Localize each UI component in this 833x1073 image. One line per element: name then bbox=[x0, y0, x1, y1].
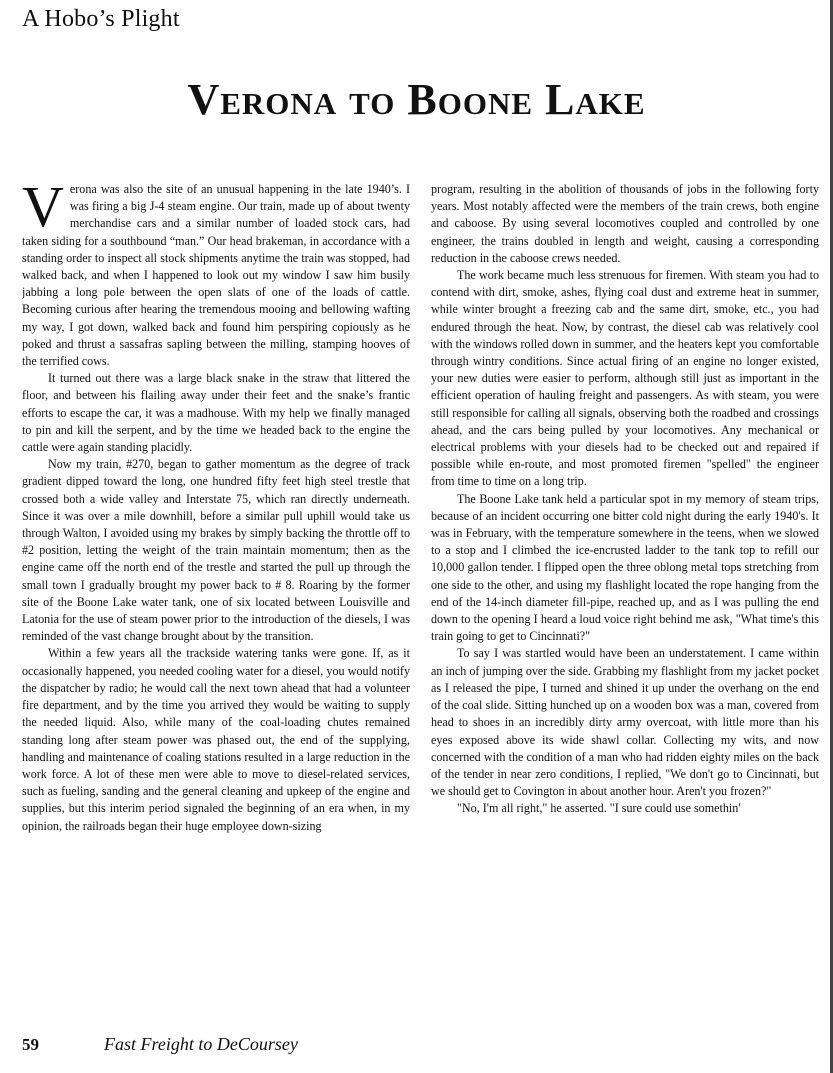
paragraph-text: erona was also the site of an unusual happening in the late 1940’s. I was firing a big J-4 steam engine. Our train, made up of about twenty merchandise cars and a similar number of loaded stock cars, had taken siding for a southbound “man.” Our head brakeman, in accordance with a standing order to inspect all stock shipments anytime the train was stopped, had walked back, and when I happened to look out my window I saw him busily jabbing a long pole between the open slats of one of the loads of cattle. Becoming curious after hearing the tremendous mooing and bellowing wafting my way, I got down, walked back and found him perspiring copiously as he poked and thrust a sassafras sapling between the milling, stamping hooves of the terrified cows. bbox=[22, 182, 410, 369]
running-head: A Hobo’s Plight bbox=[22, 6, 180, 32]
drop-cap: V bbox=[22, 181, 64, 239]
paragraph: Now my train, #270, began to gather momentum as the degree of track gradient dipped toward the long, one hundred fifty feet high steel trestle that crossed both a wide valley and Interstate 75, which ran directly underneath. Since it was over a mile downhill, before a similar pull uphill would take us through Walton, I avoided using my brakes by simply backing the throttle off to #2 position, letting the weight of the train maintain momentum; then as the engine came off the north end of the trestle and started the pull up through the small town I gradually brought my power back to # 8. Roaring by the former site of the Boone Lake water tank, one of six located between Louisville and Latonia for the use of steam power prior to the introduction of the diesels, I was reminded of the vast change brought about by the transition. bbox=[22, 457, 410, 644]
paragraph: The work became much less strenuous for firemen. With steam you had to contend with dirt, smoke, ashes, flying coal dust and extreme heat in summer, while winter brought a freezing cab and the same dirt, smoke, etc., you had endured through the heat. Now, by contrast, the diesel cab was relatively cool with the windows rolled down in summer, and the heaters kept you comfortable through wintry conditions. Since actual firing of an engine no longer existed, your new duties were easier to perform, although still just as important in the efficient operation of hauling freight and passengers. As with steam, you were still responsible for calling all signals, observing both the roadbed and crossings ahead, and the cars being pulled by your locomotives. Any mechanical or electrical problems with your diesels had to be checked out and repaired if possible while en-route, and most promoted firemen "spelled" the engineer from time to time on a long trip. bbox=[431, 268, 819, 489]
paragraph: The Boone Lake tank held a particular spot in my memory of steam trips, because of an incident occurring one bitter cold night during the early 1940's. It was in February, with the temperature somewhere in the teens, when we slowed to a stop and I climbed the ice-encrusted ladder to the tank top to refill our 10,000 gallon tender. I flipped open the three oblong metal tops stretching from one side to the other, and using my flashlight located the rope hanging from the end of the 14-inch diameter fill-pipe, reached up, and as I was pulling the end down to the opening I heard a loud voice right behind me ask, "What time's this train going to get to Cincinnati?" bbox=[431, 491, 819, 644]
paragraph: program, resulting in the abolition of thousands of jobs in the following forty years. Most notably affected were the members of the train crews, both engine and caboose. By using several locomotives coupled and controlled by one engineer, the trains doubled in length and weight, causing a corresponding reduction in the caboose crews needed. bbox=[431, 182, 819, 265]
book-title-footer: Fast Freight to DeCoursey bbox=[104, 1034, 298, 1054]
paragraph bbox=[22, 181, 410, 370]
left-column bbox=[22, 181, 410, 1021]
page-number: 59 bbox=[22, 1035, 39, 1054]
chapter-title: Verona to Boone Lake bbox=[187, 75, 646, 124]
paragraph: It turned out there was a large black snake in the straw that littered the floor, and between his flailing away under their feet and the snake’s frantic efforts to escape the car, it was a madhouse. With my help we finally managed to pin and kill the serpent, and by the time we headed back to the engine the cattle were again standing placidly. bbox=[22, 371, 410, 455]
paragraph: To say I was startled would have been an understatement. I came within an inch of jumping over the side. Grabbing my flashlight from my jacket pocket as I released the pipe, I turned and shined it up under the overhang on the end of the coal slide. Sitting hunched up on a wooden box was a man, covered from head to shoes in an incredibly dirty army overcoat, with little more than his eyes exposed above its wide shawl collar. Collecting my wits, and now concerned with the condition of a man who had ridden eighty miles on the back of the tender in near zero conditions, I replied, "We don't go to Cincinnati, but we should get to Covington in about another hour. Aren't you frozen?" bbox=[431, 646, 819, 799]
right-column bbox=[431, 181, 819, 1021]
paragraph: "No, I'm all right," he asserted. "I sure could use somethin' bbox=[457, 801, 741, 816]
paragraph: Within a few years all the trackside watering tanks were gone. If, as it occasionally happened, you needed cooling water for a diesel, you would notify the dispatcher by radio; he would call the next town ahead that had a volunteer fire department, and by the time you arrived they would be waiting to supply the needed liquid. Also, while many of the coal-loading chutes remained standing long after steam power was phased out, the end of the supplying, handling and maintenance of coaling stations resulted in a large reduction in the work force. A lot of these men were able to move to diesel-related services, such as fueling, sanding and the general cleaning and upkeep of the engine and supplies, but this interim period signaled the beginning of an era when, in my opinion, the railroads began their huge employee down-sizing bbox=[22, 646, 410, 833]
